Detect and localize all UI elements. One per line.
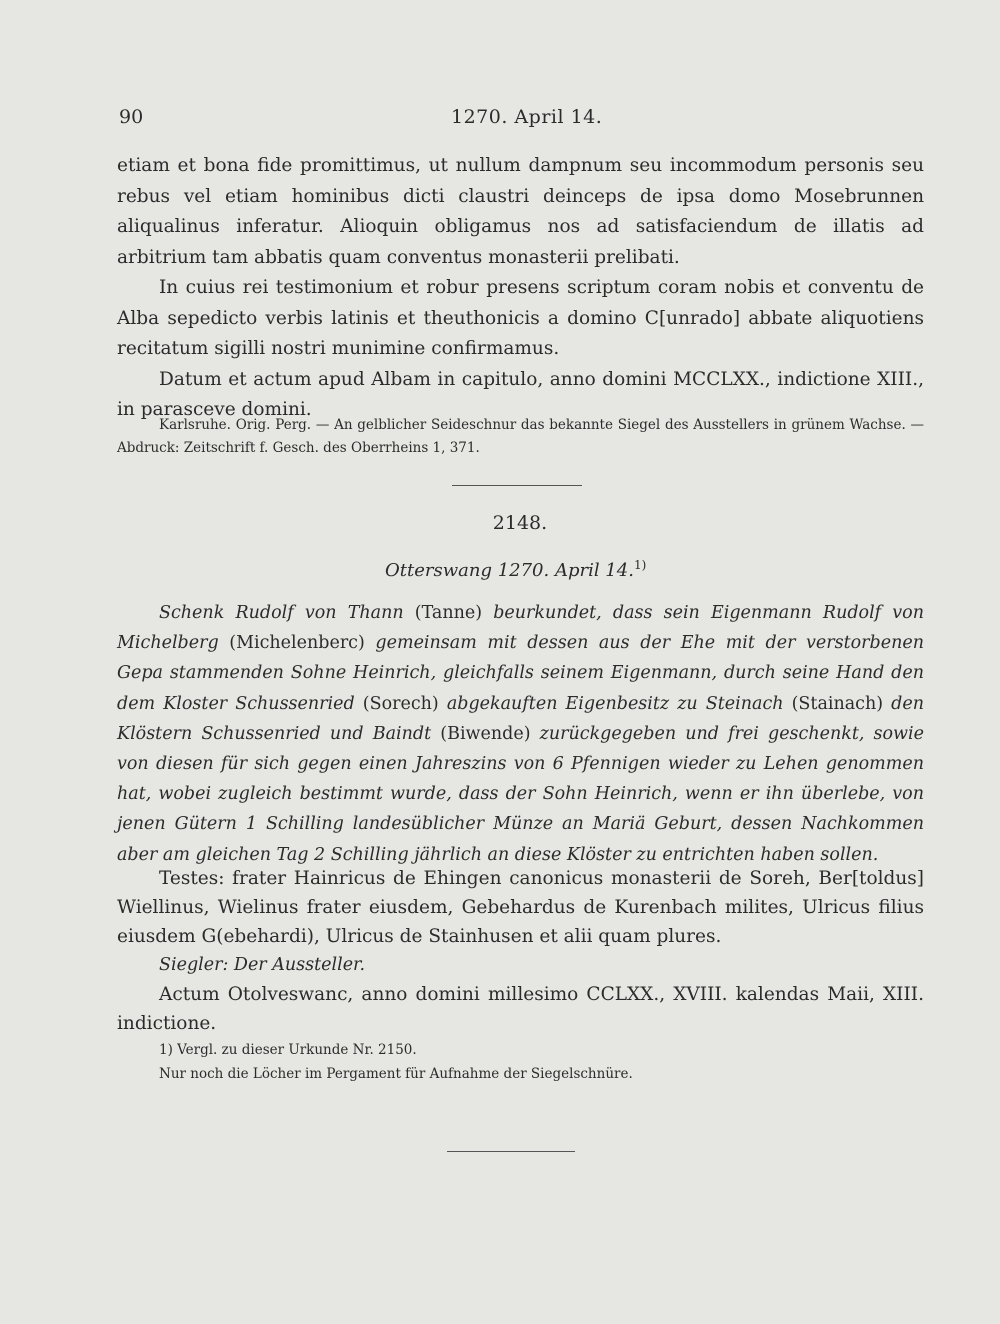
- regest-modern-name: (Tanne): [414, 603, 483, 623]
- footnote-marker: 1): [633, 558, 647, 572]
- paragraph-datum: Datum et actum apud Albam in capitulo, anno domini MCCLXX., indictione XIII., in parasceve domini.: [117, 368, 924, 420]
- separator-rule-bottom: [447, 1151, 575, 1152]
- source-note-block: [117, 414, 924, 460]
- page-header: [119, 106, 925, 136]
- running-head: 1270. April 14.: [451, 106, 603, 128]
- document-number: 2148.: [492, 512, 548, 534]
- regest-segment: beurkundet, dass sein Eigenmann Rudolf von Michelberg: [117, 603, 924, 654]
- regest-segment: Schenk Rudolf von Thann: [159, 603, 415, 623]
- regest-segment: gemeinsam mit dessen aus der Ehe mit der verstorbenen Gepa stammenden Sohne Heinrich, gleichfalls seinem Eigenmann, durch seine Hand den dem Kloster Schussenried: [117, 633, 924, 714]
- regest-modern-name: (Stainach): [791, 693, 884, 714]
- footnote-1: 1) Vergl. zu dieser Urkunde Nr. 2150.: [159, 1042, 417, 1058]
- regest-segment: abgekauften Eigenbesitz zu Steinach: [438, 693, 792, 714]
- regest-block: [117, 598, 924, 870]
- regest-summary: [117, 598, 924, 870]
- regest-segment: zurückgegeben und frei geschenkt, sowie von diesen für sich gegen einen Jahreszins von 6 Pfennigen wieder zu Lehen genommen hat, wobei zugleich bestimmt wurde, dass der Sohn Heinrich, wenn er ihn überlebe, von jenen Gütern 1 Schilling landesüblicher Münze an Mariä Geburt, dessen Nachkommen aber am gleichen Tag 2 Schilling jährlich an diese Klöster zu entrichten haben sollen.: [117, 723, 924, 865]
- previous-document-text: [117, 151, 924, 426]
- regest-modern-name: (Sorech): [362, 693, 439, 714]
- sealer-note: Siegler: Der Aussteller.: [159, 955, 366, 975]
- regest-modern-name: (Biwende): [440, 723, 531, 744]
- footnotes: [117, 1038, 924, 1086]
- actum-clause: Actum Otolveswanc, anno domini millesimo CCLXX., XVIII. kalendas Maii, XIII. indictione.: [117, 984, 924, 1034]
- footnote-2: Nur noch die Löcher im Pergament für Aufnahme der Siegelschnüre.: [159, 1066, 633, 1082]
- place-date-text: Otterswang 1270. April 14.: [385, 560, 634, 581]
- source-note: Karlsruhe. Orig. Perg. — An gelblicher Seideschnur das bekannte Siegel des Ausstellers in grünem Wachse. — Abdruck: Zeitschrift f. Gesch. des Oberrheins 1, 371.: [117, 417, 924, 456]
- document-place-date: [385, 558, 646, 581]
- regest-modern-name: (Michelenberc): [229, 633, 365, 654]
- page-number: 90: [119, 106, 144, 128]
- regest-segment: den Klöstern Schussenried und Baindt: [117, 693, 924, 744]
- charter-text-block: [117, 864, 924, 1038]
- paragraph-promittimus: etiam et bona fide promittimus, ut nullum dampnum seu incommodum personis seu rebus vel etiam hominibus dicti claustri deinceps de ipsa domo Mosebrunnen aliqualinus inferatur. Alioquin obligamus nos ad satisfaciendum de illatis ad arbitrium tam abbatis quam conventus monasterii prelibati.: [117, 155, 924, 268]
- separator-rule-top: [452, 485, 582, 486]
- paragraph-testimonium: In cuius rei testimonium et robur presens scriptum coram nobis et conventu de Alba sepedicto verbis latinis et theuthonicis a domino C[unrado] abbate aliquotiens recitatum sigilli nostri munimine confirmamus.: [117, 277, 924, 359]
- witness-list: Testes: frater Hainricus de Ehingen canonicus monasterii de Soreh, Ber[toldus] Wiellinus, Wielinus frater eiusdem, Gebehardus de Kurenbach milites, Ulricus filius eiusdem G(ebehardi), Ulricus de Stainhusen et alii quam plures.: [117, 868, 924, 947]
